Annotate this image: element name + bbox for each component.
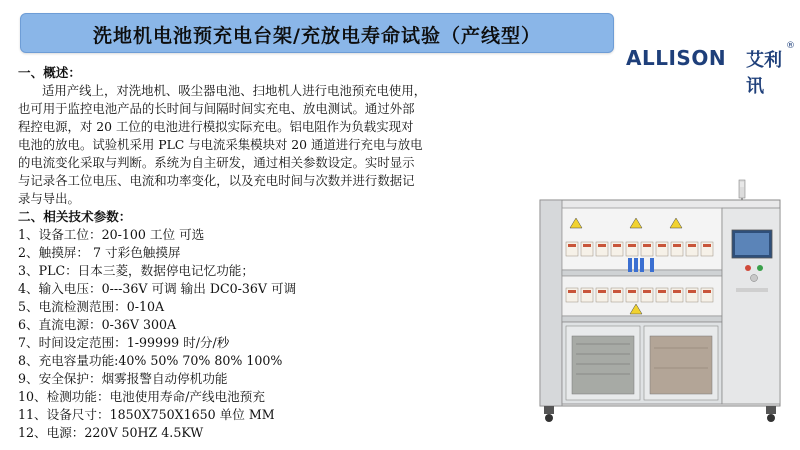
overview-line: 录与导出。	[18, 191, 80, 206]
param-item: 9、安全保护：烟雾报警自动停机功能	[18, 371, 228, 386]
test-rack-photo	[536, 178, 786, 426]
brand-logo	[626, 41, 796, 97]
overview-line: 与记录各工位电压、电流和功率变化，以及充电时间与次数并进行数据记	[18, 173, 415, 188]
logo-english: ALLISON	[626, 46, 727, 70]
page-title: 洗地机电池预充电台架/充放电寿命试验（产线型）	[93, 25, 541, 47]
param-item: 7、时间设定范围：1-99999 时/分/秒	[18, 335, 230, 350]
param-item: 2、触摸屏： 7 寸彩色触摸屏	[18, 245, 181, 260]
section-heading-params: 二、相关技术参数：	[18, 209, 132, 224]
overview-line: 也可用于监控电池产品的长时间与间隔时间实充电、放电测试。通过外部	[18, 101, 415, 116]
overview-line: 的电流变化采取与判断。系统为自主研发，通过相关参数设定。实时显示	[18, 155, 415, 170]
title-banner	[20, 13, 614, 53]
param-item: 6、直流电源：0-36V 300A	[18, 317, 177, 332]
param-item: 3、PLC：日本三菱，数据停电记忆功能；	[18, 263, 254, 278]
param-item: 12、电源：220V 50HZ 4.5KW	[18, 425, 204, 440]
overview-line: 程控电源，对 20 工位的电池进行模拟实际充电。铝电阻作为负载实现对	[18, 119, 414, 134]
logo-chinese: 艾利讯	[746, 50, 782, 97]
param-item: 8、充电容量功能:40% 50% 70% 80% 100%	[18, 353, 283, 368]
param-item: 11、设备尺寸：1850X750X1650 单位 MM	[18, 407, 275, 422]
registered-mark: ®	[786, 41, 795, 51]
overview-line: 电池的放电。试验机采用 PLC 与电流采集模块对 20 通道进行充电与放电	[18, 137, 423, 152]
overview-line: 适用产线上，对洗地机、吸尘器电池、扫地机人进行电池预充电使用，	[42, 83, 427, 98]
section-heading-overview: 一、概述：	[18, 65, 81, 80]
param-item: 1、设备工位：20-100 工位 可选	[18, 227, 205, 242]
param-item: 5、电流检测范围：0-10A	[18, 299, 165, 314]
param-item: 4、输入电压：0---36V 可调 输出 DC0-36V 可调	[18, 281, 297, 296]
param-item: 10、检测功能：电池使用寿命/产线电池预充	[18, 389, 265, 404]
